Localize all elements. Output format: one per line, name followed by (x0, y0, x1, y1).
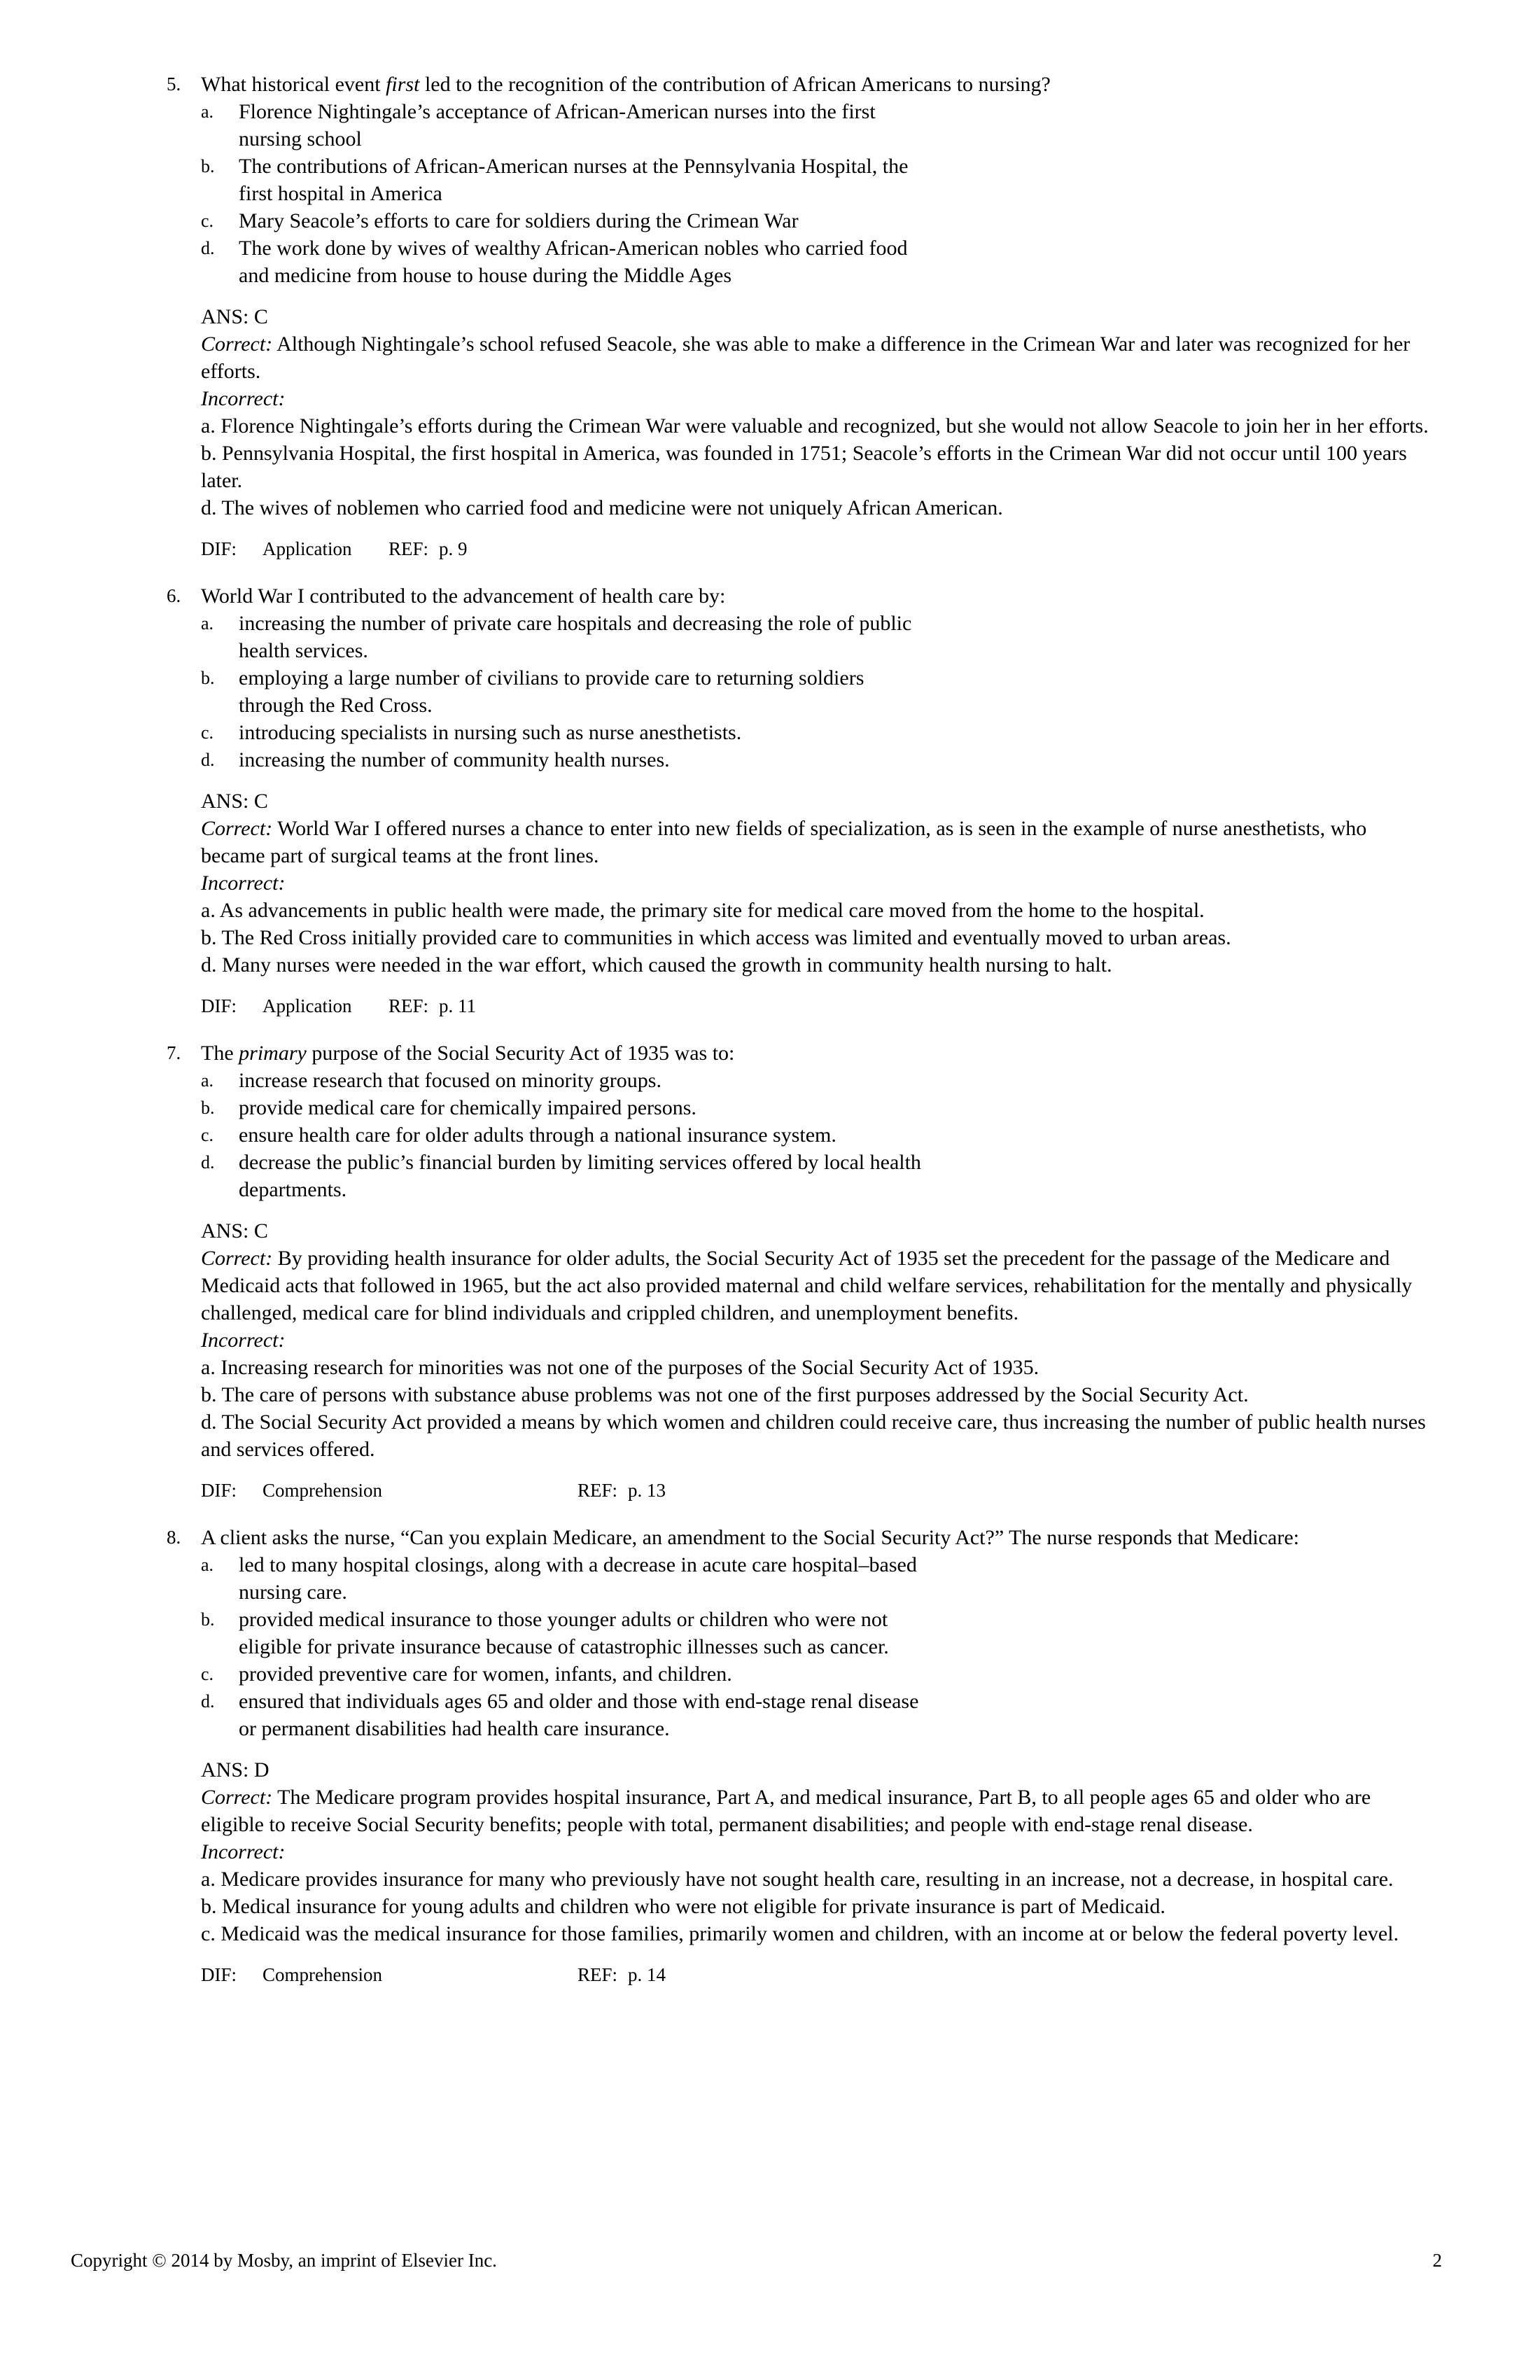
answer-option (201, 1121, 1540, 1149)
answer-option (201, 664, 1540, 719)
option-text (239, 153, 1044, 207)
incorrect-label: Incorrect: (201, 1840, 286, 1863)
option-letter: a. (201, 613, 214, 634)
difficulty-reference (201, 993, 1540, 1020)
option-letter: a. (201, 1070, 214, 1091)
correct-label: Correct: (201, 1247, 273, 1270)
option-letter: b. (201, 668, 215, 688)
option-text (239, 207, 1044, 234)
reference-label: REF: (388, 995, 429, 1016)
option-text-line: ensured that individuals ages 65 and older and those with end-stage renal disease (239, 1690, 919, 1713)
option-letter: a. (201, 102, 214, 122)
option-text (239, 1094, 1044, 1121)
answer-option (201, 153, 1540, 207)
question-number: 8. (167, 1527, 181, 1548)
option-text-line: The contributions of African-American nurses at the Pennsylvania Hospital, the (239, 155, 909, 178)
correct-rationale (201, 330, 1435, 385)
option-letter: b. (201, 156, 215, 176)
question-stem (201, 1524, 1435, 1551)
difficulty-value: Application (262, 995, 352, 1016)
stem-text: What historical event (201, 73, 386, 96)
incorrect-label: Incorrect: (201, 872, 286, 895)
option-text (239, 1551, 1044, 1606)
option-text (239, 719, 1044, 746)
incorrect-rationale: b. The care of persons with substance abuse problems was not one of the first purposes addressed by the Social Security Act. (201, 1383, 1249, 1406)
option-text-line: increasing the number of community health nurses. (239, 748, 670, 771)
option-text-line: Mary Seacole’s efforts to care for soldiers during the Crimean War (239, 209, 799, 232)
question-item (0, 71, 1540, 563)
option-text-line: ensure health care for older adults through a national insurance system. (239, 1124, 836, 1147)
reference-label: REF: (578, 1480, 618, 1501)
option-letter: b. (201, 1098, 215, 1118)
incorrect-rationale: d. The Social Security Act provided a means by which women and children could receive care, thus increasing the number of public health nurses and services offered. (201, 1410, 1426, 1461)
incorrect-rationale: a. Florence Nightingale’s efforts during the Crimean War were valuable and recognized, but she would not allow Seacole to join her in her efforts. (201, 414, 1429, 438)
correct-rationale (201, 1245, 1435, 1326)
option-text-line: employing a large number of civilians to provide care to returning soldiers (239, 666, 864, 690)
option-text (239, 664, 1044, 719)
option-letter: c. (201, 211, 214, 231)
page-number: 2 (1432, 2250, 1442, 2271)
option-text-line: decrease the public’s financial burden by limiting services offered by local health (239, 1151, 921, 1174)
answer-rationale (201, 303, 1435, 522)
incorrect-rationale: a. Increasing research for minorities was not one of the purposes of the Social Security Act of 1935. (201, 1356, 1040, 1379)
incorrect-label: Incorrect: (201, 1329, 286, 1352)
copyright-text: Copyright © 2014 by Mosby, an imprint of Elsevier Inc. (71, 2250, 497, 2271)
option-text-line: increasing the number of private care hospitals and decreasing the role of public (239, 612, 912, 635)
question-item (0, 1040, 1540, 1504)
answer-option (201, 1067, 1540, 1094)
option-text-line: and medicine from house to house during the Middle Ages (239, 264, 732, 287)
option-text-line: first hospital in America (239, 182, 442, 205)
answer-rationale (201, 1756, 1435, 1947)
option-letter: d. (201, 1152, 215, 1172)
question-number: 5. (167, 74, 181, 94)
option-letter: a. (201, 1555, 214, 1575)
reference-page: p. 11 (439, 995, 476, 1016)
answer-key: ANS: D (201, 1758, 270, 1782)
answer-option (201, 1094, 1540, 1121)
question-stem (201, 71, 1435, 98)
correct-text: Although Nightingale’s school refused Seacole, she was able to make a difference in the Crimean War and later was recognized for her efforts. (201, 332, 1410, 383)
difficulty-value: Comprehension (262, 1964, 382, 1985)
correct-rationale (201, 815, 1435, 869)
stem-text: World War I contributed to the advancement of health care by: (201, 584, 726, 608)
answer-option (201, 1606, 1540, 1660)
stem-text: purpose of the Social Security Act of 1935 was to: (306, 1042, 735, 1065)
option-text-line: nursing school (239, 127, 362, 150)
option-text-line: nursing care. (239, 1581, 347, 1604)
answer-option (201, 1660, 1540, 1688)
incorrect-label: Incorrect: (201, 387, 286, 410)
option-text-line: introducing specialists in nursing such as nurse anesthetists. (239, 721, 742, 744)
option-text (239, 746, 1044, 774)
option-text-line: departments. (239, 1178, 347, 1201)
option-text (239, 1688, 1044, 1742)
correct-label: Correct: (201, 332, 273, 356)
incorrect-rationale: a. As advancements in public health were made, the primary site for medical care moved from the home to the hospital. (201, 899, 1205, 922)
difficulty-reference (201, 1477, 1540, 1504)
answer-option (201, 1688, 1540, 1742)
difficulty-value: Comprehension (262, 1480, 382, 1501)
answer-option (201, 719, 1540, 746)
option-text-line: through the Red Cross. (239, 694, 433, 717)
stem-text: A client asks the nurse, “Can you explain Medicare, an amendment to the Social Security Act?” The nurse responds that Medicare: (201, 1526, 1299, 1549)
difficulty-label: DIF: (201, 538, 237, 559)
option-text-line: increase research that focused on minority groups. (239, 1069, 662, 1092)
incorrect-rationale: d. The wives of noblemen who carried food and medicine were not uniquely African American. (201, 496, 1003, 519)
answer-option (201, 610, 1540, 664)
answer-option (201, 234, 1540, 289)
reference-page: p. 14 (628, 1964, 666, 1985)
option-text-line: provide medical care for chemically impaired persons. (239, 1096, 696, 1119)
option-letter: c. (201, 722, 214, 743)
option-text-line: health services. (239, 639, 368, 662)
question-stem (201, 1040, 1435, 1067)
difficulty-label: DIF: (201, 995, 237, 1016)
correct-label: Correct: (201, 817, 273, 840)
question-number: 6. (167, 585, 181, 606)
incorrect-rationale: c. Medicaid was the medical insurance for those families, primarily women and children, with an income at or below the federal poverty level. (201, 1922, 1399, 1945)
stem-text: The (201, 1042, 239, 1065)
option-letter: d. (201, 238, 215, 258)
option-text (239, 234, 1044, 289)
question-list (0, 71, 1540, 2008)
stem-text: led to the recognition of the contribution of African Americans to nursing? (419, 73, 1051, 96)
difficulty-value: Application (262, 538, 352, 559)
answer-key: ANS: C (201, 1219, 268, 1242)
option-text (239, 1606, 1044, 1660)
option-letter: d. (201, 1691, 215, 1712)
stem-emphasis: first (386, 73, 420, 96)
incorrect-rationale: a. Medicare provides insurance for many who previously have not sought health care, resulting in an increase, not a decrease, in hospital care. (201, 1868, 1394, 1891)
correct-label: Correct: (201, 1786, 273, 1809)
incorrect-rationale: d. Many nurses were needed in the war effort, which caused the growth in community health nursing to halt. (201, 953, 1112, 976)
option-text-line: provided medical insurance to those younger adults or children who were not (239, 1608, 888, 1631)
answer-rationale (201, 1217, 1435, 1463)
answer-key: ANS: C (201, 790, 268, 813)
difficulty-label: DIF: (201, 1480, 237, 1501)
option-text (239, 610, 1044, 664)
answer-option (201, 98, 1540, 153)
correct-rationale (201, 1784, 1435, 1838)
option-text-line: Florence Nightingale’s acceptance of African-American nurses into the first (239, 100, 876, 123)
incorrect-rationale: b. Medical insurance for young adults and children who were not eligible for private insurance is part of Medicaid. (201, 1895, 1166, 1918)
option-text (239, 1660, 1044, 1688)
page-footer (71, 2247, 1442, 2274)
answer-option (201, 207, 1540, 234)
answer-option (201, 746, 1540, 774)
incorrect-rationale: b. The Red Cross initially provided care to communities in which access was limited and eventually moved to urban areas. (201, 926, 1231, 949)
reference-label: REF: (388, 538, 429, 559)
option-letter: b. (201, 1609, 215, 1630)
correct-text: By providing health insurance for older adults, the Social Security Act of 1935 set the precedent for the passage of the Medicare and Medicaid acts that followed in 1965, but the act also provided maternal and child welfare services, rehabilitation for the mentally and physically challenged, medical care for blind individuals and crippled children, and unemployment benefits. (201, 1247, 1413, 1324)
question-number: 7. (167, 1042, 181, 1063)
answer-rationale (201, 788, 1435, 979)
option-text-line: The work done by wives of wealthy African-American nobles who carried food (239, 237, 908, 260)
option-text (239, 1149, 1044, 1203)
option-text-line: or permanent disabilities had health care insurance. (239, 1717, 670, 1740)
difficulty-reference (201, 536, 1540, 563)
answer-option (201, 1149, 1540, 1203)
reference-page: p. 9 (439, 538, 468, 559)
option-text-line: provided preventive care for women, infants, and children. (239, 1662, 732, 1686)
question-item (0, 582, 1540, 1020)
question-item (0, 1524, 1540, 1989)
correct-text: World War I offered nurses a chance to enter into new fields of specialization, as is seen in the example of nurse anesthetists, who became part of surgical teams at the front lines. (201, 817, 1367, 867)
option-text-line: eligible for private insurance because of catastrophic illnesses such as cancer. (239, 1635, 889, 1658)
stem-emphasis: primary (239, 1042, 307, 1065)
option-letter: c. (201, 1664, 214, 1684)
option-letter: c. (201, 1125, 214, 1145)
reference-page: p. 13 (628, 1480, 666, 1501)
option-letter: d. (201, 750, 215, 770)
option-text (239, 1067, 1044, 1094)
reference-label: REF: (578, 1964, 618, 1985)
option-text (239, 1121, 1044, 1149)
difficulty-label: DIF: (201, 1964, 237, 1985)
answer-key: ANS: C (201, 305, 268, 328)
option-text-line: led to many hospital closings, along with a decrease in acute care hospital–based (239, 1553, 917, 1576)
difficulty-reference (201, 1961, 1540, 1989)
answer-option (201, 1551, 1540, 1606)
correct-text: The Medicare program provides hospital insurance, Part A, and medical insurance, Part B, to all people ages 65 and older who are eligible to receive Social Security benefits; people with total, permanent disabilities; and people with end-stage renal disease. (201, 1786, 1371, 1836)
option-text (239, 98, 1044, 153)
incorrect-rationale: b. Pennsylvania Hospital, the first hospital in America, was founded in 1751; Seacole’s efforts in the Crimean War did not occur until 100 years later. (201, 442, 1407, 492)
question-stem (201, 582, 1435, 610)
